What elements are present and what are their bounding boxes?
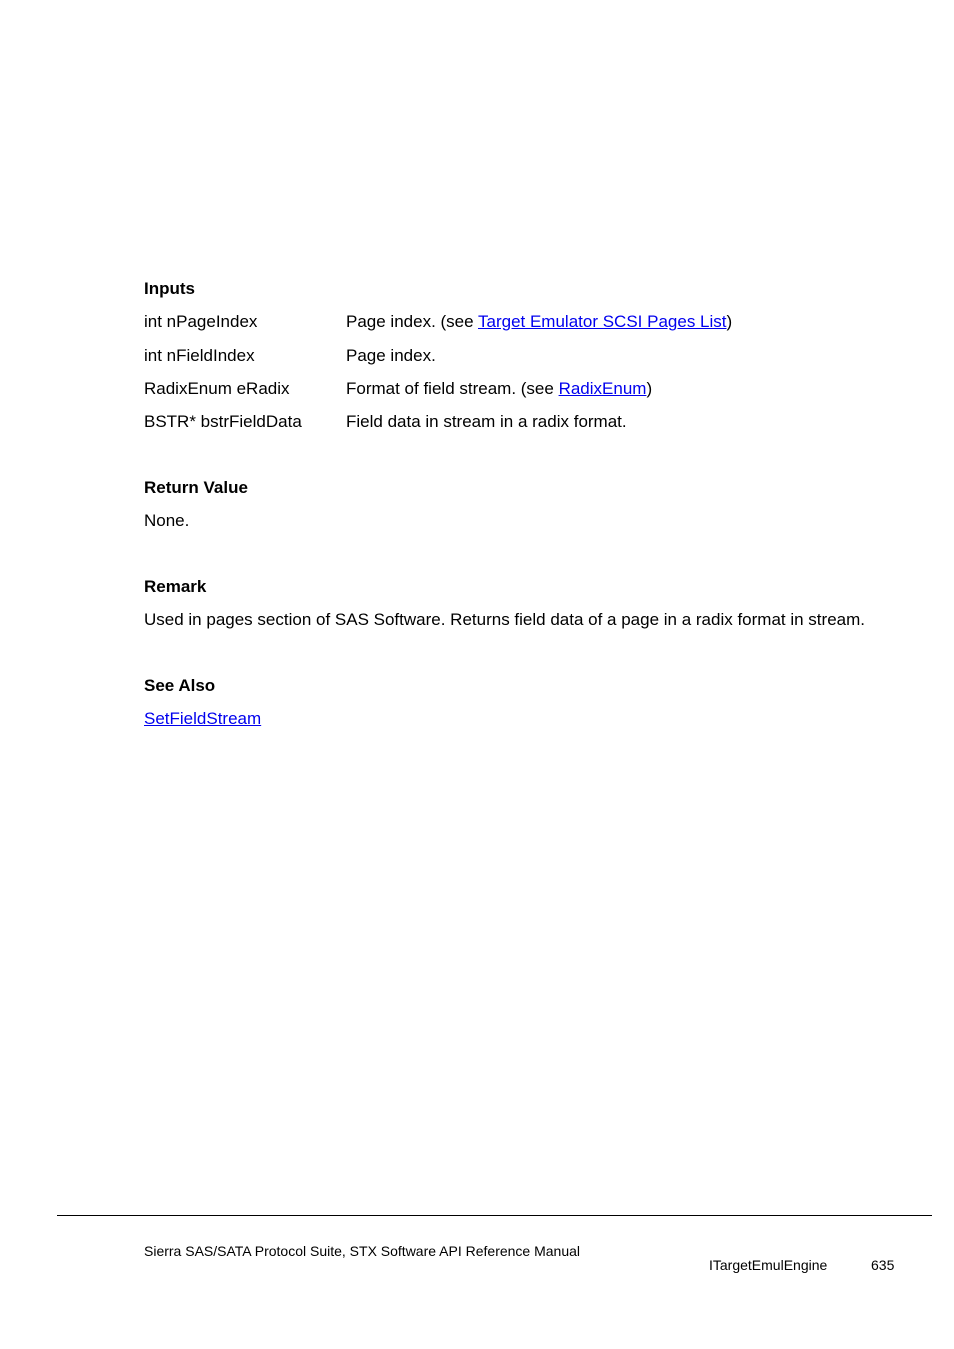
see-also-item <box>144 708 261 730</box>
inputs-heading: Inputs <box>144 279 195 298</box>
param-description <box>346 311 732 333</box>
page-number: 635 <box>871 1257 895 1273</box>
remark-heading: Remark <box>144 577 207 596</box>
see-also-heading: See Also <box>144 676 216 695</box>
remark-text: Used in pages section of SAS Software. Returns field data of a page in a radix format in stream. <box>144 610 865 629</box>
setfieldstream-link[interactable]: SetFieldStream <box>144 709 262 728</box>
footer-divider <box>57 1215 932 1216</box>
footer-section-name: ITargetEmulEngine <box>709 1257 828 1273</box>
param-description: Page index. <box>346 346 436 365</box>
param-name: int nFieldIndex <box>144 346 255 365</box>
param-name: RadixEnum eRadix <box>144 379 290 398</box>
target-emulator-scsi-pages-list-link[interactable]: Target Emulator SCSI Pages List <box>478 312 727 331</box>
param-description: Field data in stream in a radix format. <box>346 412 627 431</box>
description-text: ) <box>726 312 733 331</box>
param-name: BSTR* bstrFieldData <box>144 412 302 431</box>
return-value-heading: Return Value <box>144 478 248 497</box>
return-value-text: None. <box>144 511 190 530</box>
param-description <box>346 378 652 400</box>
radixenum-link[interactable]: RadixEnum <box>558 379 647 398</box>
description-text: Format of field stream. (see <box>346 379 559 398</box>
description-text: ) <box>646 379 653 398</box>
description-text: Page index. (see <box>346 312 478 331</box>
footer-manual-title: Sierra SAS/SATA Protocol Suite, STX Software API Reference Manual <box>144 1243 581 1259</box>
param-name: int nPageIndex <box>144 312 258 331</box>
